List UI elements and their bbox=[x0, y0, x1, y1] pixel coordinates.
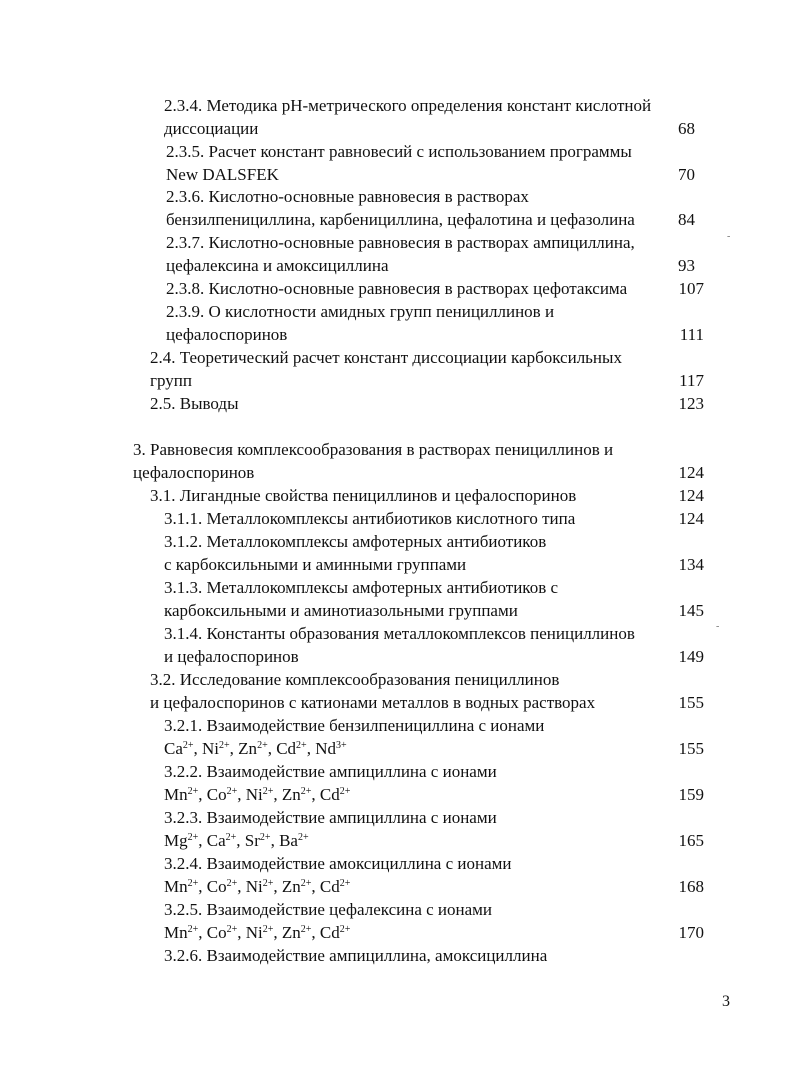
toc-page: 84 bbox=[678, 210, 695, 229]
ion-charge: 2+ bbox=[262, 878, 274, 889]
toc-page: 170 bbox=[678, 923, 704, 942]
ion: Cd bbox=[319, 923, 340, 942]
ion: Sr bbox=[244, 831, 260, 850]
toc-page: 168 bbox=[678, 877, 704, 896]
ion: Zn bbox=[281, 923, 301, 942]
toc-line: 2.3.7. Кислотно-основные равновесия в растворах ампициллина, bbox=[166, 233, 635, 252]
ion: Ca bbox=[206, 831, 226, 850]
toc-line: 3.1.3. Металлокомплексы амфотерных антибиотиков с bbox=[164, 578, 559, 597]
ion-charge: 2+ bbox=[262, 786, 274, 797]
ion-list: $Mn^{2+}$, $Co^{2+}$, $Ni^{2+}$, $Zn^{2+}$, $Cd^{2+}$ bbox=[164, 923, 351, 942]
ion: Mn bbox=[164, 877, 188, 896]
toc-page: 155 bbox=[678, 739, 704, 758]
toc-line: 2.3.9. О кислотности амидных групп пенициллинов и bbox=[166, 302, 555, 321]
ion-charge: 2+ bbox=[182, 740, 194, 751]
scan-mark: - bbox=[716, 621, 720, 632]
toc-page: 68 bbox=[678, 119, 695, 138]
ion-charge: 2+ bbox=[225, 832, 237, 843]
toc-page: 134 bbox=[678, 555, 704, 574]
scan-mark: - bbox=[727, 231, 731, 242]
ion-charge: 2+ bbox=[297, 832, 309, 843]
toc-page: 111 bbox=[679, 325, 704, 344]
ion: Zn bbox=[281, 877, 301, 896]
toc-line: цефалоспоринов bbox=[133, 463, 255, 482]
toc-page: 70 bbox=[678, 165, 695, 184]
ion-charge: 2+ bbox=[339, 878, 351, 889]
toc-line: 3.2.2. Взаимодействие ампициллина с ионами bbox=[164, 762, 497, 781]
ion-list: $Mn^{2+}$, $Co^{2+}$, $Ni^{2+}$, $Zn^{2+}$, $Cd^{2+}$ bbox=[164, 785, 351, 804]
ion-charge: 2+ bbox=[257, 740, 268, 751]
ion: Ni bbox=[245, 785, 263, 804]
toc-page: 124 bbox=[678, 486, 704, 505]
ion-charge: 2+ bbox=[300, 786, 312, 797]
ion: Co bbox=[206, 785, 227, 804]
ion: Zn bbox=[281, 785, 301, 804]
ion-charge: 2+ bbox=[226, 878, 238, 889]
ion-charge: 2+ bbox=[187, 878, 199, 889]
ion: Cd bbox=[319, 785, 340, 804]
toc-page: 149 bbox=[678, 647, 704, 666]
ion-list: $Mg^{2+}$, $Ca^{2+}$, $Sr^{2+}$, $Ba^{2+}$ bbox=[164, 831, 309, 850]
toc-line: и цефалоспоринов bbox=[164, 647, 299, 666]
ion-charge: 2+ bbox=[226, 786, 238, 797]
toc-page: 93 bbox=[678, 256, 695, 275]
toc-line: 2.3.8. Кислотно-основные равновесия в растворах цефотаксима bbox=[166, 279, 628, 298]
ion-list: $Mn^{2+}$, $Co^{2+}$, $Ni^{2+}$, $Zn^{2+}$, $Cd^{2+}$ bbox=[164, 877, 351, 896]
ion: Cd bbox=[276, 739, 297, 758]
toc-line: 2.4. Теоретический расчет констант диссоциации карбоксильных bbox=[150, 348, 622, 367]
page-number: 3 bbox=[722, 993, 730, 1010]
toc-line: цефалексина и амоксициллина bbox=[166, 256, 389, 275]
toc-line: 2.3.6. Кислотно-основные равновесия в растворах bbox=[166, 187, 529, 206]
ion-charge: 2+ bbox=[219, 740, 230, 751]
ion-charge: 2+ bbox=[259, 832, 271, 843]
toc-line: 3.2. Исследование комплексообразования пенициллинов bbox=[150, 670, 560, 689]
ion-charge: 2+ bbox=[300, 924, 312, 935]
toc-page: 117 bbox=[679, 371, 704, 390]
toc-line: и цефалоспоринов с катионами металлов в водных растворах bbox=[150, 693, 596, 712]
ion: Co bbox=[206, 923, 227, 942]
toc-line: 3.1. Лигандные свойства пенициллинов и цефалоспоринов bbox=[150, 486, 577, 505]
toc-page: 124 bbox=[678, 509, 704, 528]
ion: Ca bbox=[164, 739, 183, 758]
toc-page: 159 bbox=[678, 785, 704, 804]
toc-line: 3. Равновесия комплексообразования в растворах пенициллинов и bbox=[133, 440, 614, 459]
toc-line: 2.3.5. Расчет констант равновесий с использованием программы bbox=[166, 142, 632, 161]
toc-line: 3.1.1. Металлокомплексы антибиотиков кислотного типа bbox=[164, 509, 576, 528]
toc-page: 145 bbox=[678, 601, 704, 620]
ion: Ba bbox=[279, 831, 298, 850]
toc-line: 3.2.6. Взаимодействие ампициллина, амоксициллина bbox=[164, 946, 548, 965]
ion: Mn bbox=[164, 785, 188, 804]
ion: Mg bbox=[164, 831, 188, 850]
ion: Nd bbox=[315, 739, 336, 758]
toc-line: 3.2.4. Взаимодействие амоксициллина с ионами bbox=[164, 854, 512, 873]
toc-page: 155 bbox=[678, 693, 704, 712]
ion-charge: 3+ bbox=[335, 740, 347, 751]
toc-line: 3.2.3. Взаимодействие ампициллина с ионами bbox=[164, 808, 497, 827]
ion: Co bbox=[206, 877, 227, 896]
toc-line: диссоциации bbox=[164, 119, 259, 138]
ion-charge: 2+ bbox=[339, 924, 351, 935]
toc-line: 3.1.4. Константы образования металлокомплексов пенициллинов bbox=[164, 624, 635, 643]
toc-line: цефалоспоринов bbox=[166, 325, 288, 344]
toc-line: карбоксильными и аминотиазольными группами bbox=[164, 601, 518, 620]
toc-line: 2.5. Выводы bbox=[150, 394, 239, 413]
toc-line: 3.2.5. Взаимодействие цефалексина с ионами bbox=[164, 900, 493, 919]
toc-line: групп bbox=[150, 371, 192, 390]
ion-charge: 2+ bbox=[187, 832, 199, 843]
ion-charge: 2+ bbox=[226, 924, 238, 935]
ion: Ni bbox=[245, 923, 263, 942]
toc-line: New DALSFEK bbox=[166, 165, 279, 184]
toc-line: 3.2.1. Взаимодействие бензилпенициллина с ионами bbox=[164, 716, 545, 735]
toc-line: бензилпенициллина, карбенициллина, цефалотина и цефазолина bbox=[166, 210, 635, 229]
toc-page: 107 bbox=[678, 279, 704, 298]
toc-page: 123 bbox=[678, 394, 704, 413]
ion-charge: 2+ bbox=[339, 786, 351, 797]
ion: Cd bbox=[319, 877, 340, 896]
ion: Ni bbox=[245, 877, 263, 896]
ion-list: $Ca^{2+}$, $Ni^{2+}$, $Zn^{2+}$, $Cd^{2+}$, $Nd^{3+}$ bbox=[164, 739, 347, 758]
ion-charge: 2+ bbox=[187, 786, 199, 797]
toc-line: 2.3.4. Методика pH-метрического определения констант кислотной bbox=[164, 96, 652, 115]
ion-charge: 2+ bbox=[300, 878, 312, 889]
ion-charge: 2+ bbox=[187, 924, 199, 935]
ion: Mn bbox=[164, 923, 188, 942]
toc-line: 3.1.2. Металлокомплексы амфотерных антибиотиков bbox=[164, 532, 547, 551]
ion: Ni bbox=[202, 739, 220, 758]
toc-line: с карбоксильными и аминными группами bbox=[164, 555, 467, 574]
toc-page: 124 bbox=[678, 463, 704, 482]
ion: Zn bbox=[238, 739, 258, 758]
ion-charge: 2+ bbox=[296, 740, 307, 751]
ion-charge: 2+ bbox=[262, 924, 274, 935]
toc-page: 165 bbox=[678, 831, 704, 850]
